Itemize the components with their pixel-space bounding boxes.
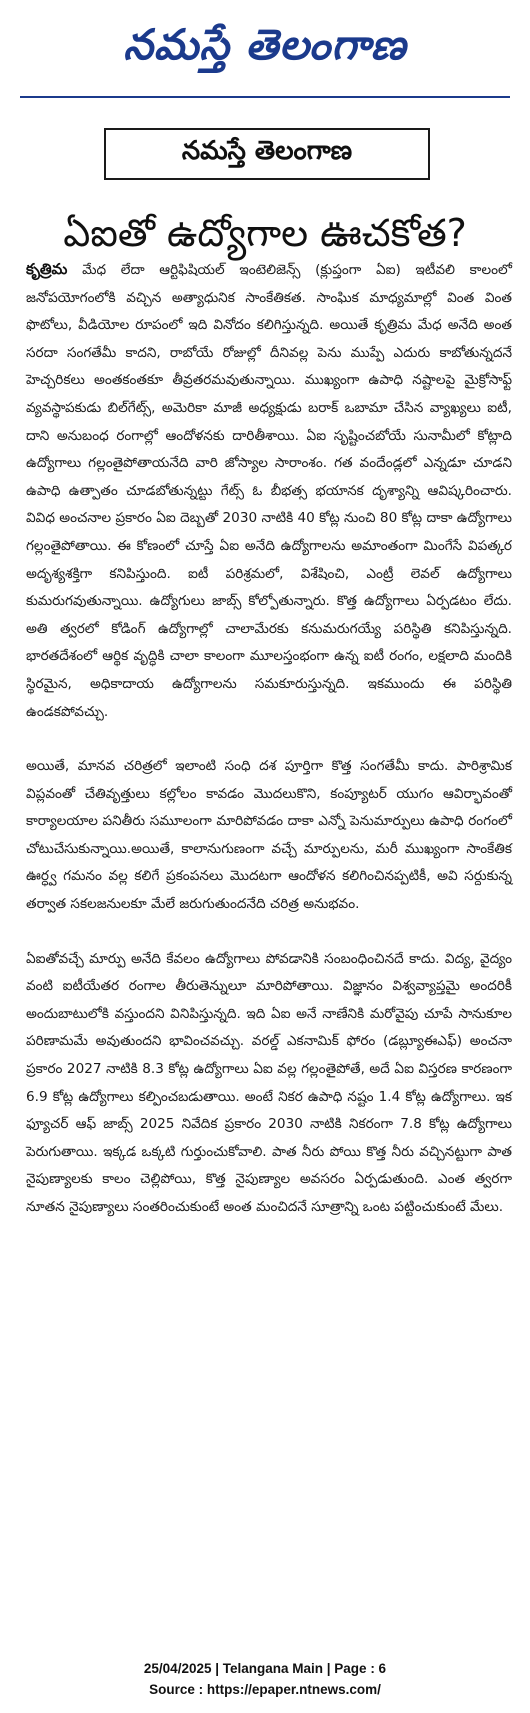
page-footer [0, 1658, 530, 1700]
lead-word: కృత్రిమ [26, 260, 68, 278]
article-headline: ఏఐతో ఉద్యోగాల ఊచకోత? [63, 211, 467, 256]
section-banner-title: నమస్తే తెలంగాణ [181, 136, 353, 166]
paragraph-1-text: మేధ లేదా ఆర్టిఫిషియల్ ఇంటెలిజెన్స్ (క్లుప్తంగా ఏఐ) ఇటీవలి కాలంలో జనోపయోగంలోకి వచ్చిన అత్యాధునిక సాంకేతికత. సాంఘిక మాధ్యమాల్లో వింత వింత ఫొటోలు, వీడియోల రూపంలో ఇది వినోదం కలిగిస్తున్నది. అయితే కృత్రిమ మేధ అనేది అంత సరదా సంగతేమీ కాదని, రాబోయే రోజుల్లో దీనివల్ల పెను ముప్పే ఎదురు కాబోతున్నదనే హెచ్చరికలు అంతకంతకూ తీవ్రతరమవుతున్నాయి. ముఖ్యంగా ఉపాధి నష్టాలపై మైక్రోసాఫ్ట్ వ్యవస్థాపకుడు బిల్‌గేట్స్, అమెరికా మాజీ అధ్యక్షుడు బరాక్ ఒబామా చేసిన వ్యాఖ్యలు ఐటీ, దాని అనుబంధ రంగాల్లో ఆందోళనకు దారితీశాయి. ఏఐ సృష్టించబోయే సునామీలో కోట్లాది ఉద్యోగాలు గల్లంతైపోతాయనేది వారి జోస్యాల సారాంశం. గత వందేండ్లలో ఎన్నడూ చూడని ఉపాధి ఉత్పాతం చూడబోతున్నట్టు గేట్స్ ఓ బీభత్స భయానక దృశ్యాన్ని ఆవిష్కరించారు. వివిధ అంచనాల ప్రకారం ఏఐ దెబ్బతో 2030 నాటికి 40 కోట్ల నుంచి 80 కోట్ల దాకా ఉద్యోగాలు గల్లంతైపోతాయి. ఈ కోణంలో చూస్తే ఏఐ అనేది ఉద్యోగాలను అమాంతంగా మింగేసే విపత్కర అదృశ్యశక్తిగా కనిపిస్తుంది. ఐటీ పరిశ్రమలో, విశేషించి, ఎంట్రీ లెవల్ ఉద్యోగాలు కుమరుగవుతున్నాయి. ఉద్యోగులు జాబ్స్ కోల్పోతున్నారు. కొత్త ఉద్యోగాలు ఏర్పడటం లేదు. అతి త్వరలో కోడింగ్ ఉద్యోగాల్లో చాలామేరకు కనుమరుగయ్యే పరిస్థితి కనిపిస్తున్నది. భారతదేశంలో ఆర్థిక వృద్ధికి చాలా కాలంగా మూలస్తంభంగా ఉన్న ఐటీ రంగం, లక్షలాది మందికి స్థిరమైన, అధికాదాయ ఉద్యోగాలను సమకూరుస్తున్నది. ఇకముందు ఈ పరిస్థితి ఉండకపోవచ్చు. [26, 262, 512, 720]
article-body [26, 256, 512, 1249]
footer-source-line: Source : https://epaper.ntnews.com/ [149, 1682, 381, 1697]
masthead [0, 0, 530, 100]
section-banner [104, 128, 430, 180]
masthead-logo: నమస్తే తెలంగాణ [123, 20, 407, 69]
masthead-divider [20, 96, 510, 98]
article-paragraph-2: అయితే, మానవ చరిత్రలో ఇలాంటి సంధి దశ పూర్తిగా కొత్త సంగతేమీ కాదు. పారిశ్రామిక విప్లవంతో చేతివృత్తులు కల్లోలం కావడం మొదలుకొని, కంప్యూటర్ యుగం ఆవిర్భావంతో కార్యాలయాల పనితీరు సమూలంగా మారిపోవడం దాకా ఎన్నో పెనుమార్పులు ఉపాధి రంగంలో చోటుచేసుకున్నాయి.అయితే, కాలానుగుణంగా వచ్చే మార్పులను, మరీ ముఖ్యంగా సాంకేతిక ఊర్ధ్వ గమనం వల్ల కలిగే ప్రకంపనలు మొదటగా ఆందోళన కలిగించినప్పటికీ, అవి సర్దుకున్న తర్వాత సకలజనులకూ మేలే జరుగుతుందనేది చరిత్ర అనుభవం. [26, 758, 512, 913]
article-paragraph-1 [26, 256, 512, 726]
footer-date-line: 25/04/2025 | Telangana Main | Page : 6 [143, 1661, 387, 1676]
article-paragraph-3: ఏఐతోవచ్చే మార్పు అనేది కేవలం ఉద్యోగాలు పోవడానికి సంబంధించినదే కాదు. విద్య, వైద్యం వంటి ఐటీయేతర రంగాల తీరుతెన్నులూ మారిపోతాయి. విజ్ఞానం విశ్వవ్యాప్తమై అందరికీ అందుబాటులోకి వస్తుందని వినిపిస్తున్నది. ఇది ఏఐ అనే నాణేనికి మరోవైపు చూపే సానుకూల పరిణామమే అవుతుందని భావించవచ్చు. వరల్డ్ ఎకనామిక్ ఫోరం (డబ్ల్యూఈఎఫ్) అంచనా ప్రకారం 2027 నాటికి 8.3 కోట్ల ఉద్యోగాలు ఏఐ వల్ల గల్లంతైపోతే, అదే ఏఐ విస్తరణ కారణంగా 6.9 కోట్ల ఉద్యోగాలు కల్పించబడుతాయి. అంటే నికర ఉపాధి నష్టం 1.4 కోట్ల ఉద్యోగాలు. ఇక ఫ్యూచర్ ఆఫ్ జాబ్స్ 2025 నివేదిక ప్రకారం 2030 నాటికి నికరంగా 7.8 కోట్ల ఉద్యోగాలు పెరుగుతాయి. ఇక్కడ ఒక్కటి గుర్తుంచుకోవాలి. పాత నీరు పోయి కొత్త నీరు వచ్చినట్టుగా పాత నైపుణ్యాలకు కాలం చెల్లిపోయి, కొత్త నైపుణ్యాల అవసరం ఏర్పడుతుంది. ఎంత త్వరగా నూతన నైపుణ్యాలు సంతరించుకుంటే అంత మంచిదనే సూత్రాన్ని ఒంట పట్టించుకుంటే మేలు. [26, 950, 512, 1215]
